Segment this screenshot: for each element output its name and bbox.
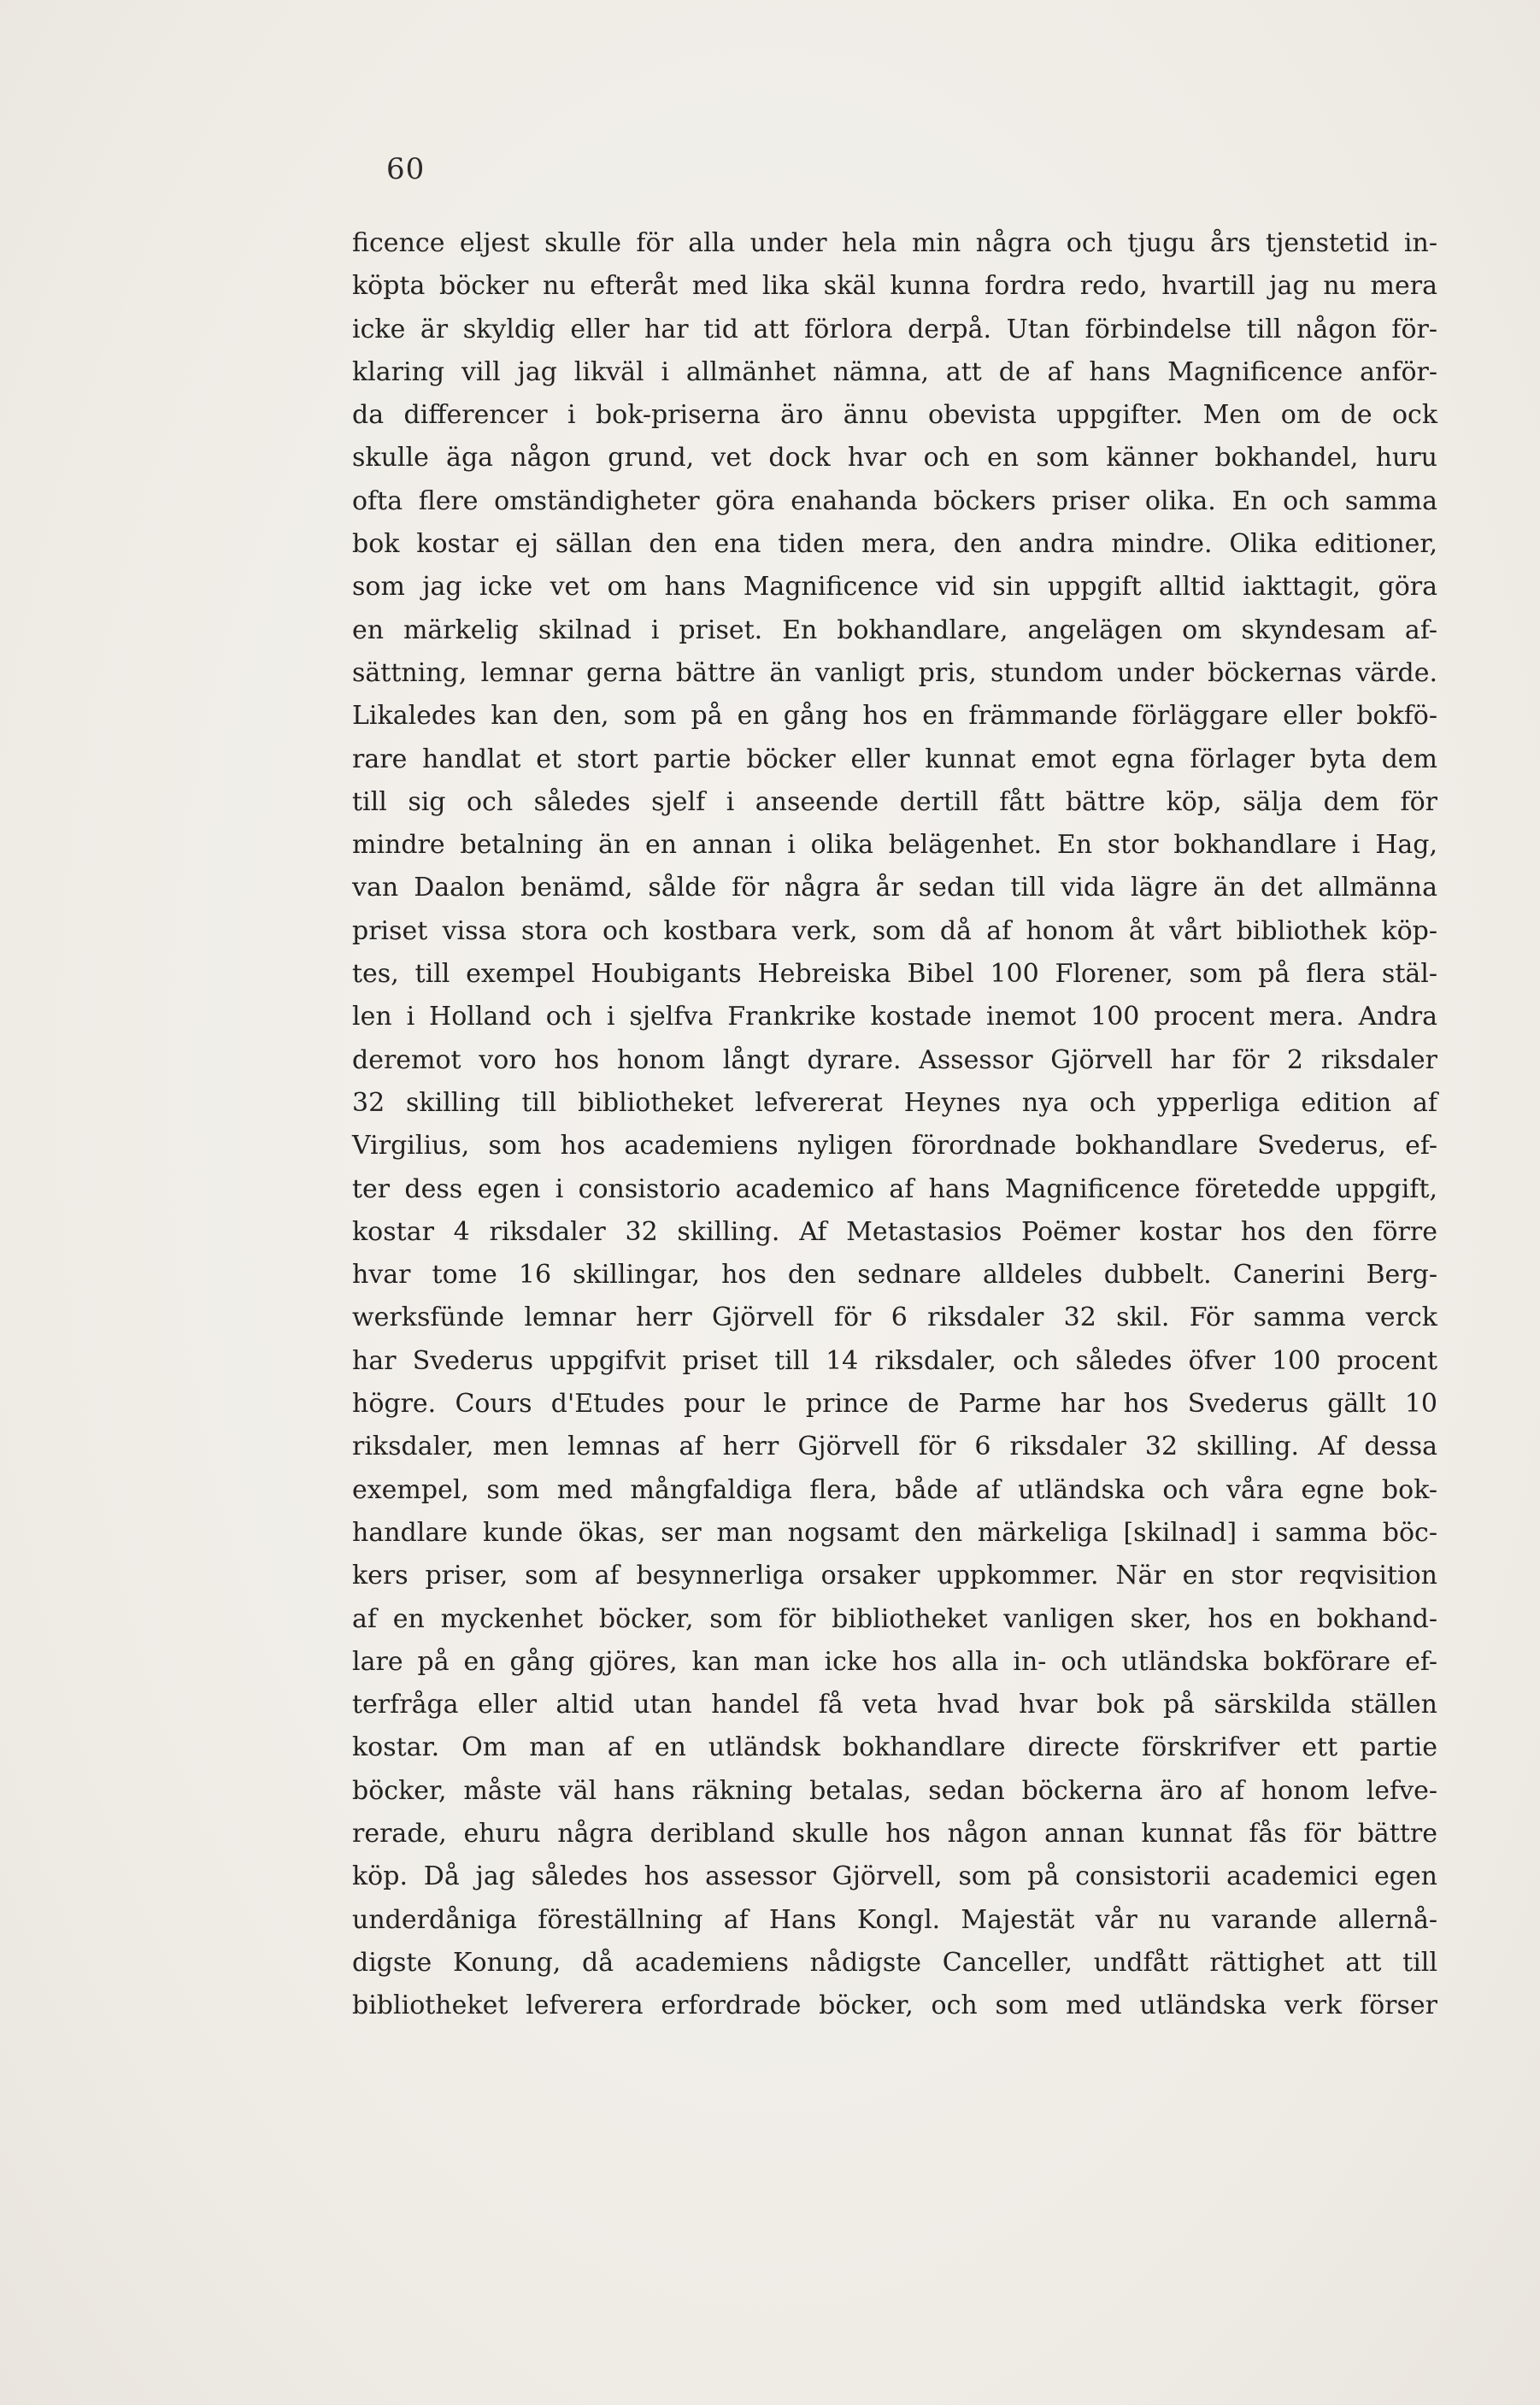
text-line: skulle äga någon grund, vet dock hvar och en som känner bokhandel, huru: [352, 443, 1437, 473]
text-line: till sig och således sjelf i anseende dertill fått bättre köp, sälja dem för: [352, 786, 1437, 817]
text-line: en märkelig skilnad i priset. En bokhandlare, angelägen om skyndesam af-: [352, 614, 1437, 645]
text-line: bok kostar ej sällan den ena tiden mera, den andra mindre. Olika editioner,: [352, 529, 1437, 560]
text-line: priset vissa stora och kostbara verk, som då af honom åt vårt bibliothek köp-: [352, 915, 1437, 946]
text-line: köpta böcker nu efteråt med lika skäl kunna fordra redo, hvartill jag nu mera: [352, 271, 1437, 302]
text-line: handlare kunde ökas, ser man nogsamt den märkeliga [skilnad] i samma böc-: [352, 1517, 1437, 1548]
text-line: har Svederus uppgifvit priset till 14 riksdaler, och således öfver 100 procent: [352, 1345, 1437, 1376]
text-line: ofta flere omständigheter göra enahanda böckers priser olika. En och samma: [352, 485, 1437, 516]
text-line: len i Holland och i sjelfva Frankrike kostade inemot 100 procent mera. Andra: [352, 1002, 1437, 1032]
text-line: mindre betalning än en annan i olika belägenhet. En stor bokhandlare i Hag,: [352, 830, 1437, 861]
text-line: som jag icke vet om hans Magnificence vid sin uppgift alltid iakttagit, göra: [352, 572, 1437, 603]
text-line: böcker, måste väl hans räkning betalas, sedan böckerna äro af honom lefve-: [352, 1775, 1437, 1806]
text-line: kostar 4 riksdaler 32 skilling. Af Metastasios Poëmer kostar hos den förre: [352, 1216, 1437, 1247]
text-line: klaring vill jag likväl i allmänhet nämna, att de af hans Magnificence anför-: [352, 356, 1437, 387]
text-line: van Daalon benämd, sålde för några år sedan till vida lägre än det allmänna: [352, 873, 1437, 903]
text-line: terfråga eller altid utan handel få veta hvad hvar bok på särskilda ställen: [352, 1690, 1437, 1720]
text-line: sättning, lemnar gerna bättre än vanligt pris, stundom under böckernas värde.: [352, 657, 1437, 688]
text-line: kers priser, som af besynnerliga orsaker uppkommer. När en stor reqvisition: [352, 1561, 1437, 1591]
text-line: rerade, ehuru några deribland skulle hos någon annan kunnat fås för bättre: [352, 1818, 1437, 1849]
text-line: exempel, som med mångfaldiga flera, både af utländska och våra egne bok-: [352, 1474, 1437, 1505]
text-line: 32 skilling till bibliotheket lefvererat Heynes nya och ypperliga edition af: [352, 1087, 1437, 1118]
text-line: hvar tome 16 skillingar, hos den sednare alldeles dubbelt. Canerini Berg-: [352, 1260, 1437, 1291]
text-line: ter dess egen i consistorio academico af hans Magnificence företedde uppgift,: [352, 1173, 1437, 1204]
text-line: kostar. Om man af en utländsk bokhandlare directe förskrifver ett partie: [352, 1732, 1437, 1763]
page-number: 60: [386, 152, 426, 186]
text-line: tes, till exempel Houbigants Hebreiska Bibel 100 Florener, som på flera stäl-: [352, 959, 1437, 990]
text-line: Likaledes kan den, som på en gång hos en främmande förläggare eller bokfö-: [352, 701, 1437, 732]
text-line: deremot voro hos honom långt dyrare. Assessor Gjörvell har för 2 riksdaler: [352, 1044, 1437, 1075]
text-line: riksdaler, men lemnas af herr Gjörvell för 6 riksdaler 32 skilling. Af dessa: [352, 1432, 1437, 1462]
body-text: [352, 222, 1437, 2027]
text-line: da differencer i bok-priserna äro ännu obevista uppgifter. Men om de ock: [352, 400, 1437, 431]
text-line: högre. Cours d'Etudes pour le prince de Parme har hos Svederus gällt 10: [352, 1389, 1437, 1420]
text-line: ficence eljest skulle för alla under hela min några och tjugu års tjenstetid in-: [352, 228, 1437, 258]
text-line: af en myckenhet böcker, som för bibliotheket vanligen sker, hos en bokhand-: [352, 1603, 1437, 1634]
text-line: bibliotheket lefverera erfordrade böcker, och som med utländska verk förser: [352, 1990, 1437, 2021]
text-line: lare på en gång gjöres, kan man icke hos alla in- och utländska bokförare ef-: [352, 1646, 1437, 1677]
text-line: rare handlat et stort partie böcker eller kunnat emot egna förlager byta dem: [352, 744, 1437, 774]
text-line: underdåniga föreställning af Hans Kongl. Majestät vår nu varande allernå-: [352, 1904, 1437, 1935]
text-line: werksfünde lemnar herr Gjörvell för 6 riksdaler 32 skil. För samma verck: [352, 1302, 1437, 1333]
text-line: Virgilius, som hos academiens nyligen förordnade bokhandlare Svederus, ef-: [352, 1131, 1437, 1161]
text-line: icke är skyldig eller har tid att förlora derpå. Utan förbindelse till någon för-: [352, 314, 1437, 344]
text-line: digste Konung, då academiens nådigste Canceller, undfått rättighet att till: [352, 1947, 1437, 1978]
text-line: köp. Då jag således hos assessor Gjörvell, som på consistorii academici egen: [352, 1861, 1437, 1892]
